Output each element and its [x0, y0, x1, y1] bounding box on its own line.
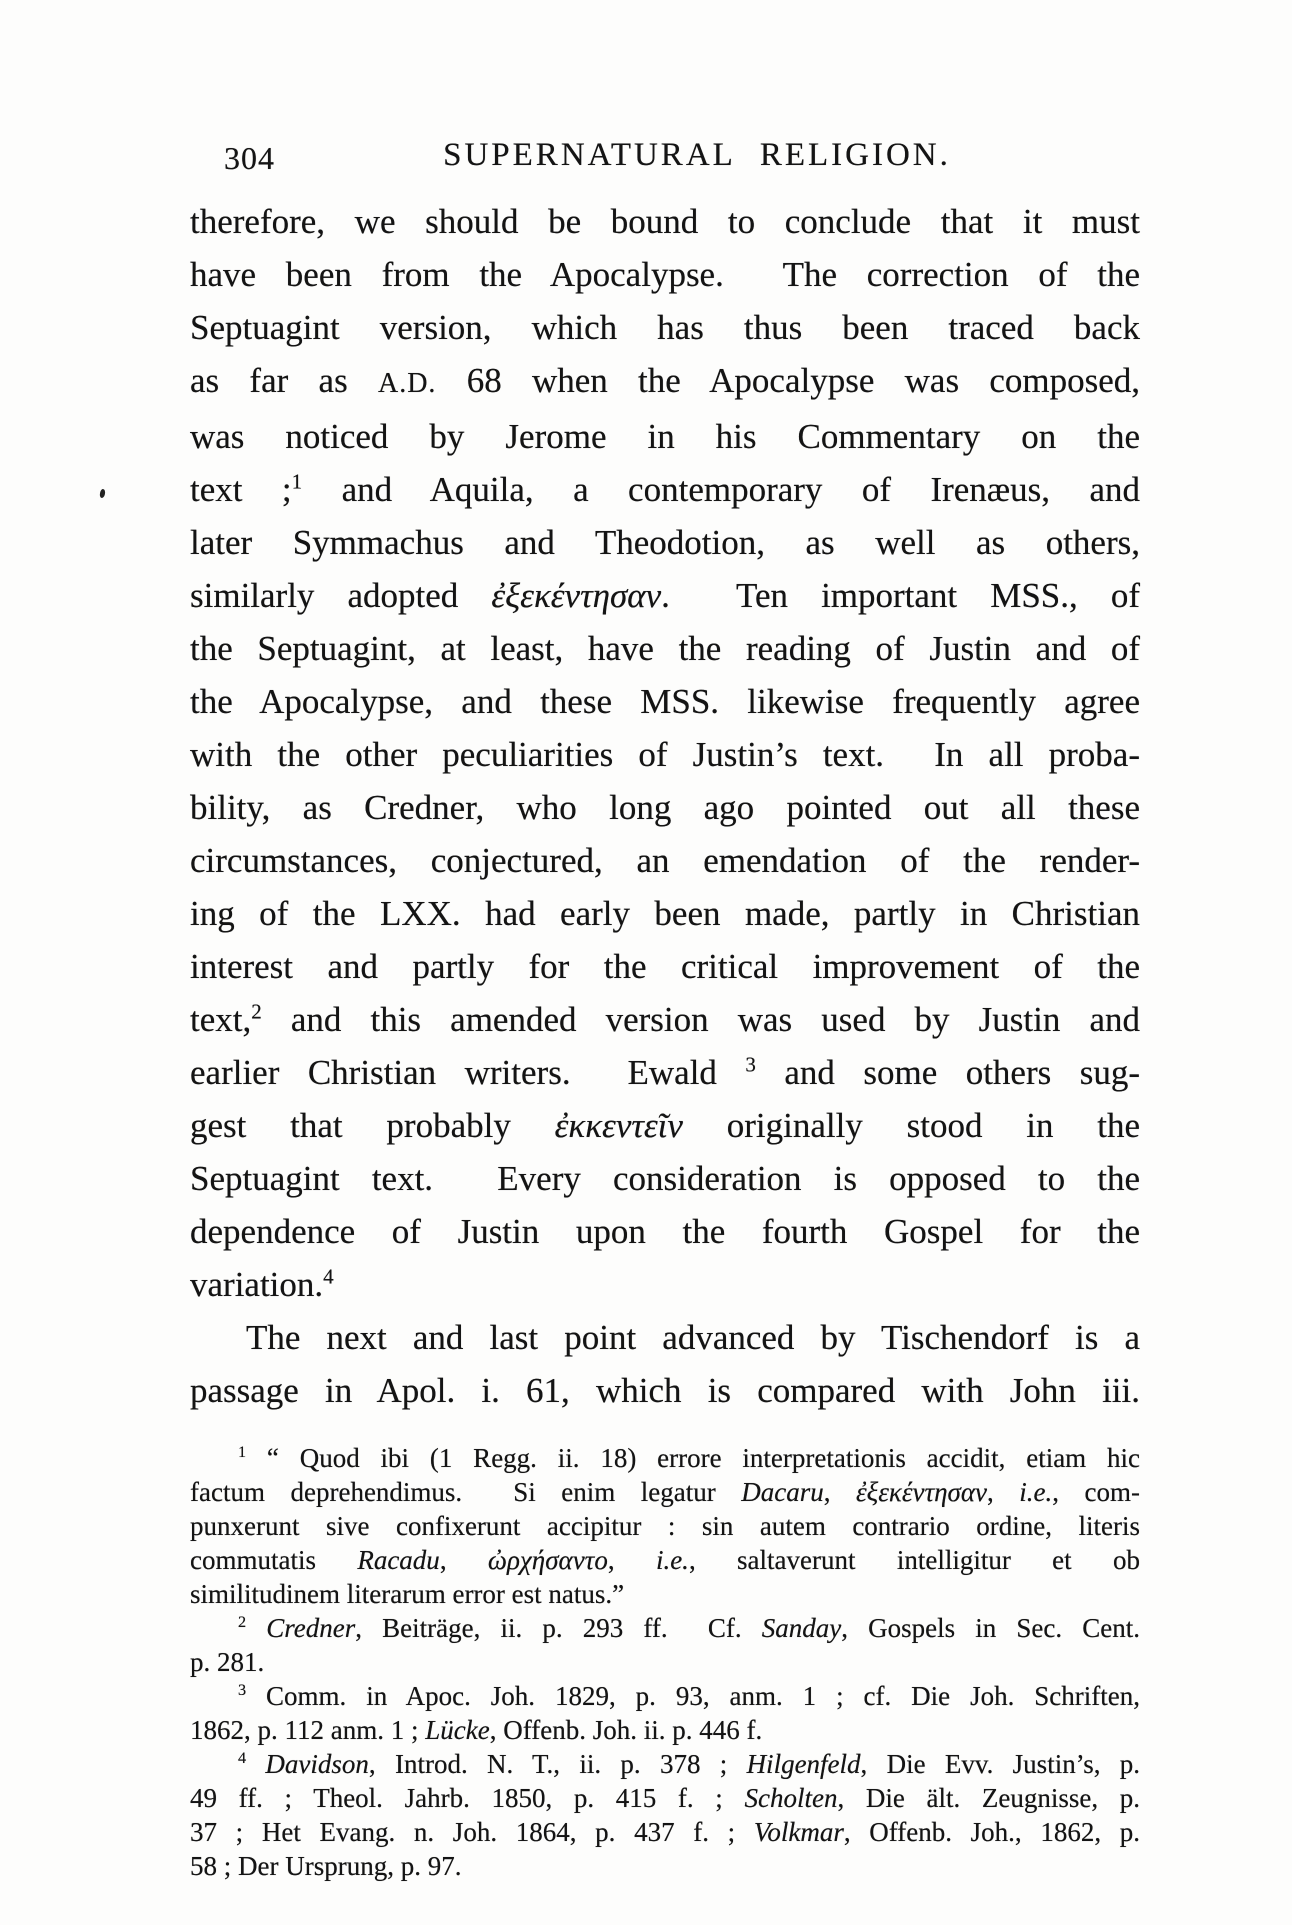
page-number: 304: [224, 140, 275, 176]
text-line: gest that probably ἐκκεντεῖν originally stood in the: [190, 1106, 1140, 1145]
text-line: was noticed by Jerome in his Commentary on the: [190, 417, 1140, 456]
text-line: 37 ; Het Evang. n. Joh. 1864, p. 437 f. ; Volkmar, Offenb. Joh., 1862, p.: [190, 1817, 1141, 1847]
footnote-3: [190, 1679, 1140, 1747]
text-line: 58 ; Der Ursprung, p. 97.: [190, 1851, 462, 1881]
text-line: text ;$^1$ and Aquila, a contemporary of Irenæus, and: [190, 469, 1140, 509]
text-line: the Septuagint, at least, have the reading of Justin and of: [190, 629, 1140, 668]
running-header: [190, 137, 1140, 181]
text-line: Septuagint version, which has thus been traced back: [190, 308, 1140, 347]
text-line: dependence of Justin upon the fourth Gospel for the: [190, 1212, 1140, 1251]
footnote-2: [190, 1611, 1140, 1679]
text-line: 1862, p. 112 anm. 1 ; Lücke, Offenb. Joh. ii. p. 446 f.: [190, 1715, 763, 1745]
body-text: [190, 195, 1140, 1417]
text-line: punxerunt sive confixerunt accipitur : sin autem contrario ordine, literis: [190, 1511, 1140, 1541]
footnotes: [190, 1441, 1140, 1883]
text-line: ing of the LXX. had early been made, partly in Christian: [190, 894, 1140, 933]
text-line: the Apocalypse, and these MSS. likewise frequently agree: [190, 682, 1140, 721]
text-line: interest and partly for the critical improvement of the: [190, 947, 1140, 986]
paragraph-continuation: [190, 195, 1140, 1311]
text-line: $^1$ “ Quod ibi (1 Regg. ii. 18) errore interpretationis accidit, etiam hic: [238, 1443, 1140, 1473]
ink-speck: [99, 489, 106, 499]
footnote-4: [190, 1747, 1140, 1883]
text-line: later Symmachus and Theodotion, as well as others,: [190, 523, 1140, 562]
text-line: factum deprehendimus. Si enim legatur Dacaru, ἐξεκέντησαν, i.e., com-: [190, 1477, 1141, 1507]
text-line: $^4$ Davidson, Introd. N. T., ii. p. 378 ; Hilgenfeld, Die Evv. Justin’s, p.: [238, 1749, 1141, 1779]
text-line: passage in Apol. i. 61, which is compared with John iii.: [190, 1371, 1140, 1410]
text-line: with the other peculiarities of Justin’s text. In all proba-: [190, 735, 1140, 774]
header-title: SUPERNATURAL RELIGION.: [443, 137, 951, 173]
text-line: Septuagint text. Every consideration is opposed to the: [190, 1159, 1140, 1198]
text-line: circumstances, conjectured, an emendation of the render-: [190, 841, 1140, 880]
text-line: p. 281.: [190, 1647, 265, 1677]
text-line: $^3$ Comm. in Apoc. Joh. 1829, p. 93, anm. 1 ; cf. Die Joh. Schriften,: [238, 1681, 1140, 1711]
text-line: commutatis Racadu, ὠρχήσαντο, i.e., saltaverunt intelligitur et ob: [190, 1545, 1140, 1575]
text-line: The next and last point advanced by Tischendorf is a: [246, 1318, 1140, 1357]
text-line: bility, as Credner, who long ago pointed out all these: [190, 788, 1140, 827]
text-line: $^2$ Credner, Beiträge, ii. p. 293 ff. Cf. Sanday, Gospels in Sec. Cent.: [238, 1613, 1141, 1643]
text-block: [190, 137, 1140, 1883]
text-line: as far as A.D. 68 when the Apocalypse was composed,: [190, 361, 1140, 400]
paragraph-next-point: [190, 1311, 1140, 1417]
text-line: have been from the Apocalypse. The correction of the: [190, 255, 1140, 294]
text-line: similarly adopted ἐξεκέντησαν. Ten important MSS., of: [190, 576, 1140, 615]
footnote-1: [190, 1441, 1140, 1611]
text-line: earlier Christian writers. Ewald $^3$ and some others sug-: [190, 1052, 1140, 1092]
text-line: variation.$^4$: [190, 1264, 334, 1304]
text-line: therefore, we should be bound to conclude that it must: [190, 202, 1140, 241]
text-line: similitudinem literarum error est natus.”: [190, 1579, 625, 1609]
text-line: 49 ff. ; Theol. Jahrb. 1850, p. 415 f. ; Scholten, Die ält. Zeugnisse, p.: [190, 1783, 1140, 1813]
text-line: text,$^2$ and this amended version was used by Justin and: [190, 999, 1140, 1039]
